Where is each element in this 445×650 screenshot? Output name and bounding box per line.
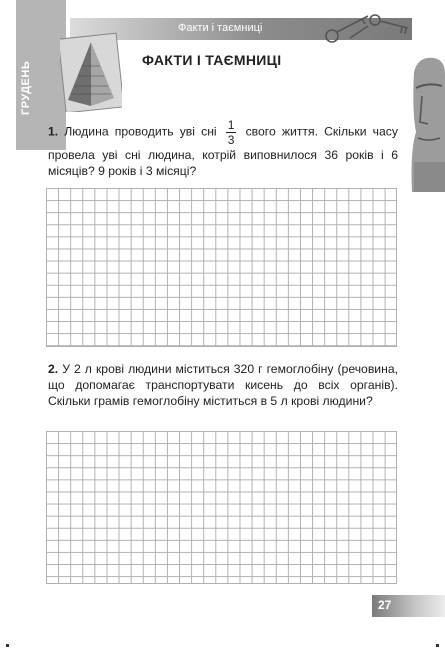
task-1 <box>48 118 398 179</box>
page-number: 27 <box>378 598 392 612</box>
moai-statue-illustration <box>408 52 445 192</box>
crop-mark <box>6 644 9 647</box>
month-label: ГРУДЕНЬ <box>20 60 32 116</box>
fraction-denominator: 3 <box>227 133 235 147</box>
task-1-text-before: Людина проводить уві сні <box>64 124 217 139</box>
section-title: Факти і таємниці <box>178 22 263 34</box>
crop-mark <box>436 644 439 647</box>
pyramid-illustration <box>60 32 122 112</box>
task-1-number: 1. <box>48 124 59 139</box>
page-title: ФАКТИ І ТАЄМНИЦІ <box>142 52 282 68</box>
task-1-text-after: свого життя. Скільки часу провела уві сні людина, котрій виповнилося 36 років і 6 місяців? 9 років і 3 місяці? <box>48 124 398 178</box>
keys-illustration <box>320 8 415 46</box>
answer-grid-2[interactable] <box>46 431 397 584</box>
fraction-numerator: 1 <box>227 118 235 132</box>
task-2-text: У 2 л крові людини міститься 320 г гемоглобіну (речовина, що допомагає транспортувати кисень до всіх органів). Скільки грамів гемоглобіну міститься в 5 л крові людини? <box>48 362 399 408</box>
task-2-number: 2. <box>48 362 59 376</box>
answer-grid-1[interactable] <box>46 188 397 347</box>
task-2 <box>48 361 398 409</box>
task-1-fraction <box>226 118 237 147</box>
